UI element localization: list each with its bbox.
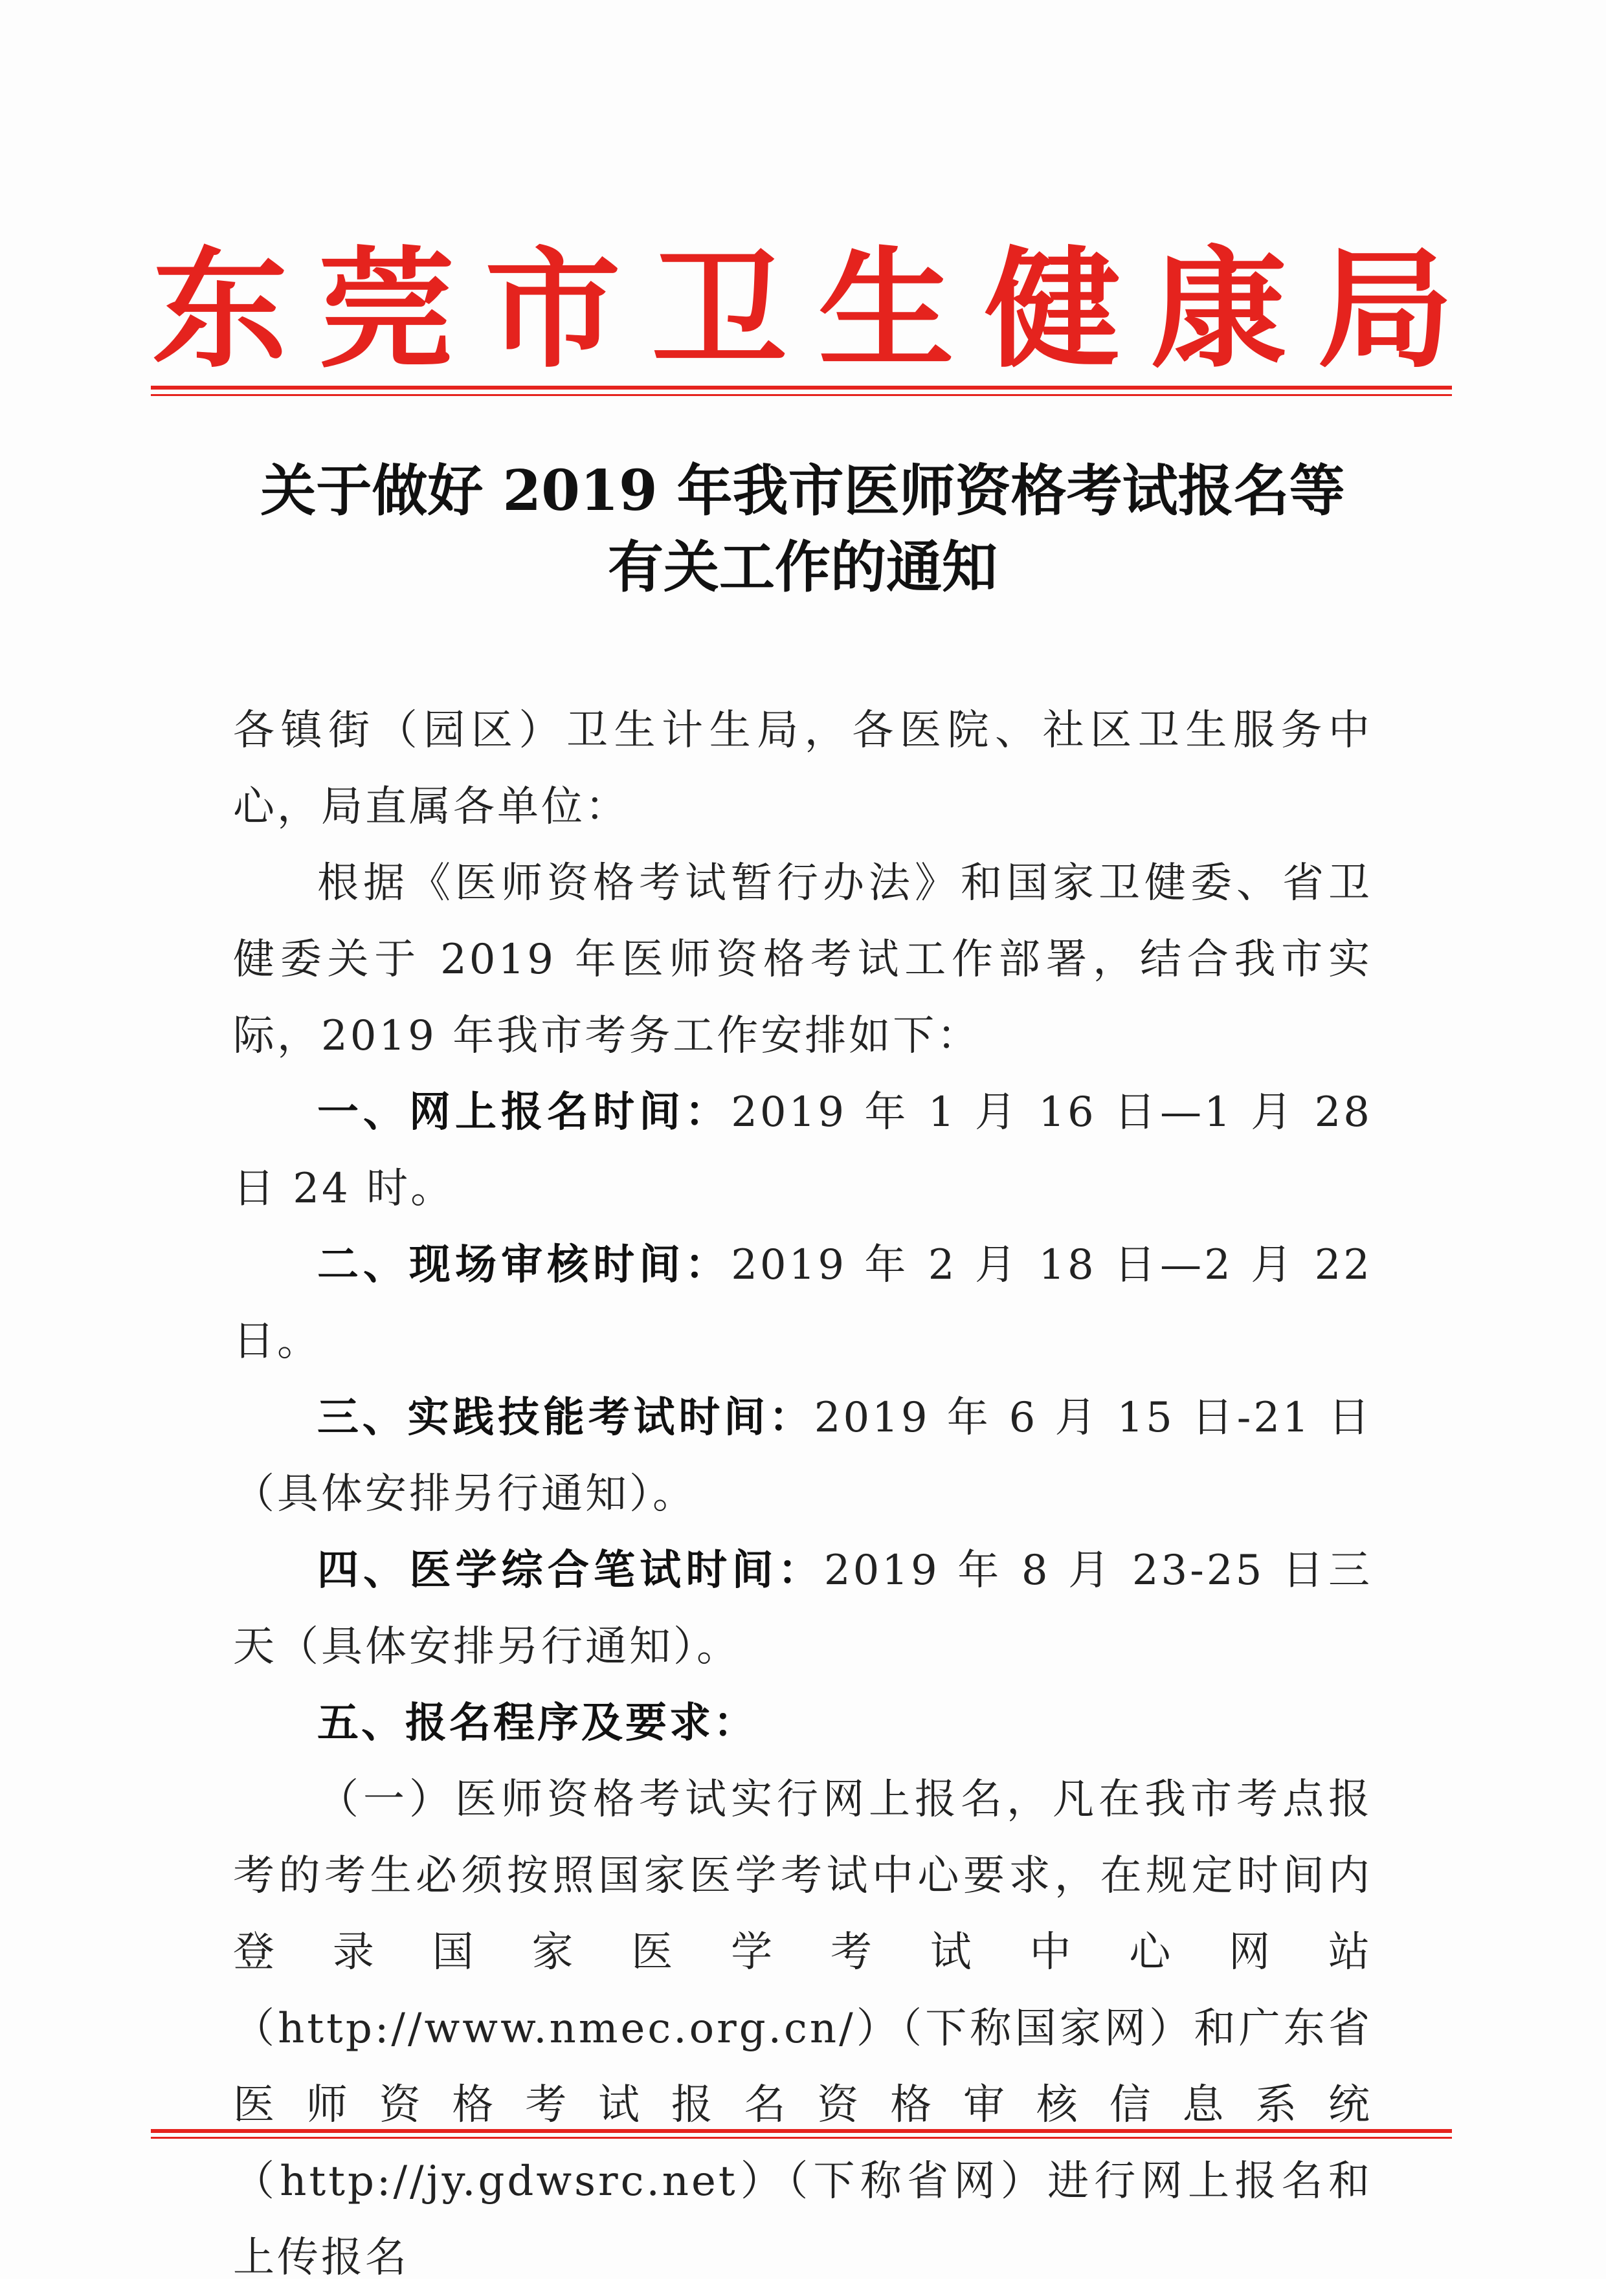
org-char: 局 [1317,235,1454,386]
item-label: 三、实践技能考试时间： [317,1394,814,1442]
document-title [155,453,1450,606]
org-char: 康 [1150,235,1287,386]
org-char: 莞 [318,235,455,386]
header-red-rule-thin [151,394,1452,396]
sub-item-1: （一）医师资格考试实行网上报名，凡在我市考点报考的考生必须按照国家医学考试中心要求，在规定时间内登录国家医学考试中心网站（http://www.nmec.org.cn/）（下称国家网）和广东省医师资格考试报名资格审核信息系统（http://jy.gdwsrc.net）（下称省网）进行网上报名和上传报名 [233,1776,1372,2282]
org-char: 市 [485,235,621,386]
item-text: 2019 年 6 月 15 日-21 日（具体安排另行通知）。 [233,1394,1373,1518]
salutation: 各镇街（园区）卫生计生局，各医院、社区卫生服务中心，局直属各单位： [233,707,1372,831]
header-red-rule [151,386,1452,390]
item-label: 五、报名程序及要求： [317,1699,757,1747]
title-line-1: 关于做好 2019 年我市医师资格考试报名等 [260,458,1345,524]
org-char: 健 [984,235,1121,386]
item-practical-exam [233,1380,1372,1532]
item-text: 2019 年 1 月 16 日—1 月 28 日 24 时。 [233,1088,1373,1213]
org-char: 生 [818,235,954,386]
footer-red-rule-thin [151,2137,1452,2139]
item-label: 四、医学综合笔试时间： [317,1547,824,1595]
item-onsite-review [233,1227,1372,1380]
item-text: 2019 年 8 月 23-25 日三天（具体安排另行通知）。 [233,1547,1373,1671]
issuing-organization-header [151,233,1454,388]
item-label: 二、现场审核时间： [317,1241,731,1289]
document-body [233,692,1372,2296]
org-char: 东 [151,235,289,386]
org-char: 卫 [651,235,788,386]
footer-red-rule [151,2129,1452,2133]
item-written-exam [233,1532,1372,1685]
item-online-registration [233,1074,1372,1227]
title-line-2: 有关工作的通知 [608,535,998,600]
item-label: 一、网上报名时间： [317,1088,731,1136]
intro-paragraph: 根据《医师资格考试暂行办法》和国家卫健委、省卫健委关于 2019 年医师资格考试工作部署，结合我市实际，2019 年我市考务工作安排如下： [233,859,1372,1060]
item-procedure-heading [233,1685,1372,1761]
item-text: 2019 年 2 月 18 日—2 月 22 日。 [233,1241,1373,1365]
